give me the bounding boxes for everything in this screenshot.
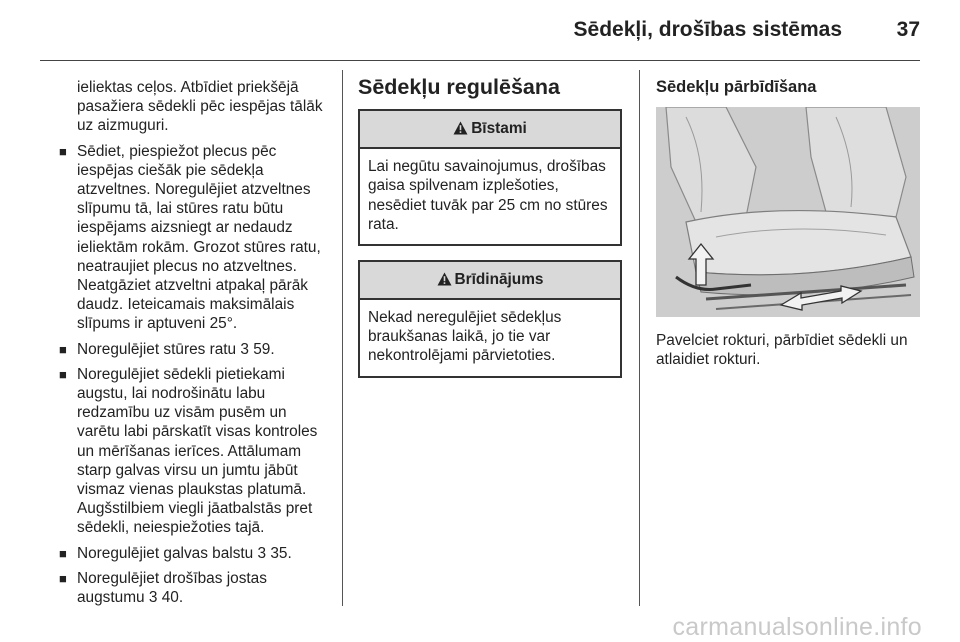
list-item	[58, 544, 330, 563]
bullet-icon: ■	[59, 341, 67, 357]
list-item	[58, 142, 330, 334]
header-rule	[40, 60, 920, 61]
watermark-text: carmanualsonline.info	[672, 613, 922, 641]
warning-box-header	[360, 262, 620, 300]
list-item-text[interactable]: Noregulējiet stūres ratu 3 59.	[77, 340, 275, 358]
column-middle	[358, 75, 622, 392]
bullet-icon: ■	[59, 143, 67, 159]
page-number: 37	[896, 18, 920, 41]
list-item	[58, 340, 330, 359]
bullet-list	[58, 142, 330, 608]
illustration-caption: Pavelciet rokturi, pārbīdiet sēdekli un atlaidiet rokturi.	[656, 332, 908, 369]
danger-text: Lai negūtu savainojumus, drošības gaisa spilvenam izplešoties, nesēdiet tuvāk par 25 cm no stūres rata.	[368, 158, 608, 233]
column-divider-1	[342, 70, 343, 606]
danger-box-header	[360, 111, 620, 149]
warning-text: Nekad neregulējiet sēdekļus braukšanas laikā, jo tie var nekontrolējami pārvietoties.	[368, 309, 562, 365]
section-title: Sēdekļu regulēšana	[358, 75, 560, 99]
warning-box	[358, 260, 622, 378]
list-item	[58, 365, 330, 538]
page-header	[0, 0, 960, 60]
subsection-title: Sēdekļu pārbīdīšana	[656, 78, 817, 96]
bullet-icon: ■	[59, 570, 67, 586]
list-item	[58, 569, 330, 607]
bullet-icon: ■	[59, 366, 67, 382]
column-right	[656, 78, 926, 370]
column-left	[58, 78, 330, 607]
column-divider-2	[639, 70, 640, 606]
warning-title: Brīdinājums	[454, 271, 544, 289]
list-item-text: Sēdiet, piespiežot plecus pēc iespējas ciešāk pie sēdekļa atzveltnes. Noregulējiet atzveltnes slīpumu tā, lai stūres ratu būtu iespējams aizsniegt ar nedaudz ieliektām rokām. Grozot stūres ratu, neatraujiet plecus no atzveltnes. Neatgāziet atzveltni atpakaļ pārāk daudz. Ieteicamais maksimālais slīpums ir aptuveni 25°.	[77, 142, 321, 333]
continuation-text: ieliektas ceļos. Atbīdiet priekšējā pasažiera sēdekli pēc iespējas tālāk uz aizmuguri.	[77, 79, 323, 135]
header-title: Sēdekļi, drošības sistēmas	[573, 18, 842, 41]
list-item-text[interactable]: Noregulējiet drošības jostas augstumu 3 40.	[77, 569, 267, 607]
danger-title: Bīstami	[471, 120, 527, 138]
warning-triangle-icon	[437, 264, 452, 300]
seat-adjustment-illustration	[656, 107, 920, 317]
danger-box	[358, 109, 622, 246]
bullet-icon: ■	[59, 545, 67, 561]
warning-triangle-icon	[453, 113, 468, 149]
list-item-text: Noregulējiet sēdekli pietiekami augstu, lai nodrošinātu labu redzamību uz visām pusēm un varētu labi pārskatīt visas kontroles un mērīšanas ierīces. Attālumam starp galvas virsu un jumtu jābūt vismaz vienas plaukstas platumā. Augšstilbiem viegli jāatbalstās pret sēdekli, neiespiežoties tajā.	[77, 365, 318, 537]
list-item-text[interactable]: Noregulējiet galvas balstu 3 35.	[77, 544, 292, 562]
